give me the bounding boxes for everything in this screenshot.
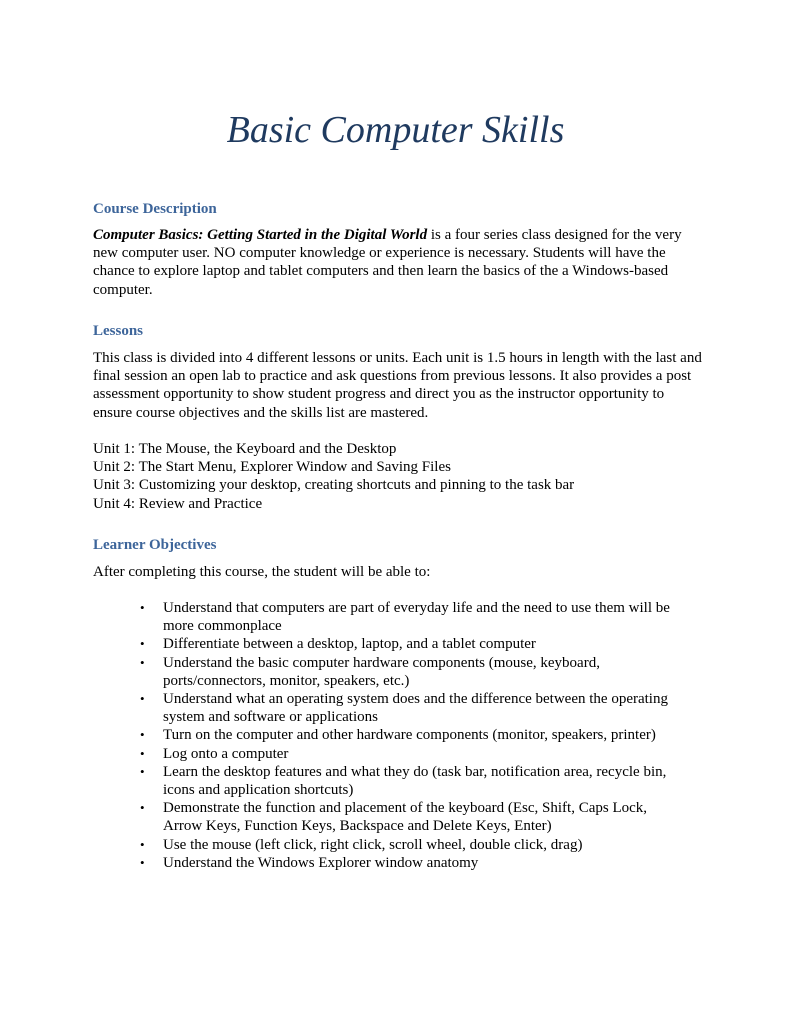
bullet-icon: • bbox=[140, 654, 145, 670]
bullet-icon: • bbox=[140, 600, 145, 615]
objective-text: Demonstrate the function and placement of the keyboard (Esc, Shift, Caps Lock, Arrow Keys, Function Keys, Backspace and Delete Keys, Enter) bbox=[163, 800, 648, 835]
unit-item: Unit 1: The Mouse, the Keyboard and the Desktop bbox=[93, 441, 397, 457]
bullet-icon: • bbox=[140, 745, 145, 761]
unit-list bbox=[93, 440, 703, 513]
lessons-paragraph: This class is divided into 4 different lessons or units. Each unit is 1.5 hours in length with the last and final session an open lab to practice and ask questions from previous lessons. It also provides a post assessment opportunity to show student progress and direct you as the instructor opportunity to ensure course objectives and the skills list are mastered. bbox=[93, 350, 702, 421]
course-description-paragraph bbox=[93, 226, 703, 299]
objective-text: Understand that computers are part of everyday life and the need to use them will be more commonplace bbox=[163, 600, 670, 635]
bullet-icon: • bbox=[140, 763, 145, 779]
objective-item bbox=[93, 726, 703, 744]
objective-item bbox=[93, 635, 703, 653]
bullet-icon: • bbox=[140, 636, 145, 652]
objective-item bbox=[93, 799, 703, 835]
course-description-body: is a four series class designed for the very new computer user. NO computer knowledge or experience is necessary. Students will have the chance to explore laptop and tablet computers and then learn the basics of the a Windows-based computer. bbox=[93, 227, 682, 298]
objective-text: Differentiate between a desktop, laptop, and a tablet computer bbox=[163, 636, 536, 653]
learner-objectives-heading: Learner Objectives bbox=[93, 537, 217, 553]
objective-text: Understand what an operating system does and the difference between the operating system and software or applications bbox=[163, 691, 668, 726]
objective-item bbox=[93, 599, 703, 635]
bullet-icon: • bbox=[140, 800, 145, 816]
objective-text: Use the mouse (left click, right click, scroll wheel, double click, drag) bbox=[163, 836, 583, 853]
unit-item: Unit 2: The Start Menu, Explorer Window and Saving Files bbox=[93, 459, 451, 476]
unit-item: Unit 3: Customizing your desktop, creating shortcuts and pinning to the task bar bbox=[93, 477, 575, 494]
objectives-intro: After completing this course, the student will be able to: bbox=[93, 564, 431, 580]
bullet-icon: • bbox=[140, 727, 145, 743]
bullet-icon: • bbox=[140, 691, 145, 707]
bullet-icon: • bbox=[140, 854, 145, 870]
lessons-heading: Lessons bbox=[93, 323, 144, 339]
objective-item bbox=[93, 763, 703, 799]
bullet-icon: • bbox=[140, 836, 145, 852]
objective-item bbox=[93, 690, 703, 726]
objective-text: Understand the basic computer hardware components (mouse, keyboard, ports/connectors, monitor, speakers, etc.) bbox=[163, 654, 600, 689]
unit-item: Unit 4: Review and Practice bbox=[93, 495, 263, 512]
objective-item bbox=[93, 836, 703, 854]
objective-text: Log onto a computer bbox=[163, 745, 289, 762]
course-title-lead: Computer Basics: Getting Started in the Digital World bbox=[93, 227, 428, 243]
objective-item bbox=[93, 654, 703, 690]
objective-text: Turn on the computer and other hardware components (monitor, speakers, printer) bbox=[163, 727, 656, 744]
objective-text: Learn the desktop features and what they do (task bar, notification area, recycle bin, icons and application shortcuts) bbox=[163, 763, 667, 799]
objective-item bbox=[93, 745, 703, 763]
course-description-heading: Course Description bbox=[93, 201, 217, 217]
objectives-list bbox=[93, 599, 703, 872]
objective-item bbox=[93, 854, 703, 872]
objective-text: Understand the Windows Explorer window anatomy bbox=[163, 854, 479, 871]
document-title: Basic Computer Skills bbox=[226, 109, 565, 151]
